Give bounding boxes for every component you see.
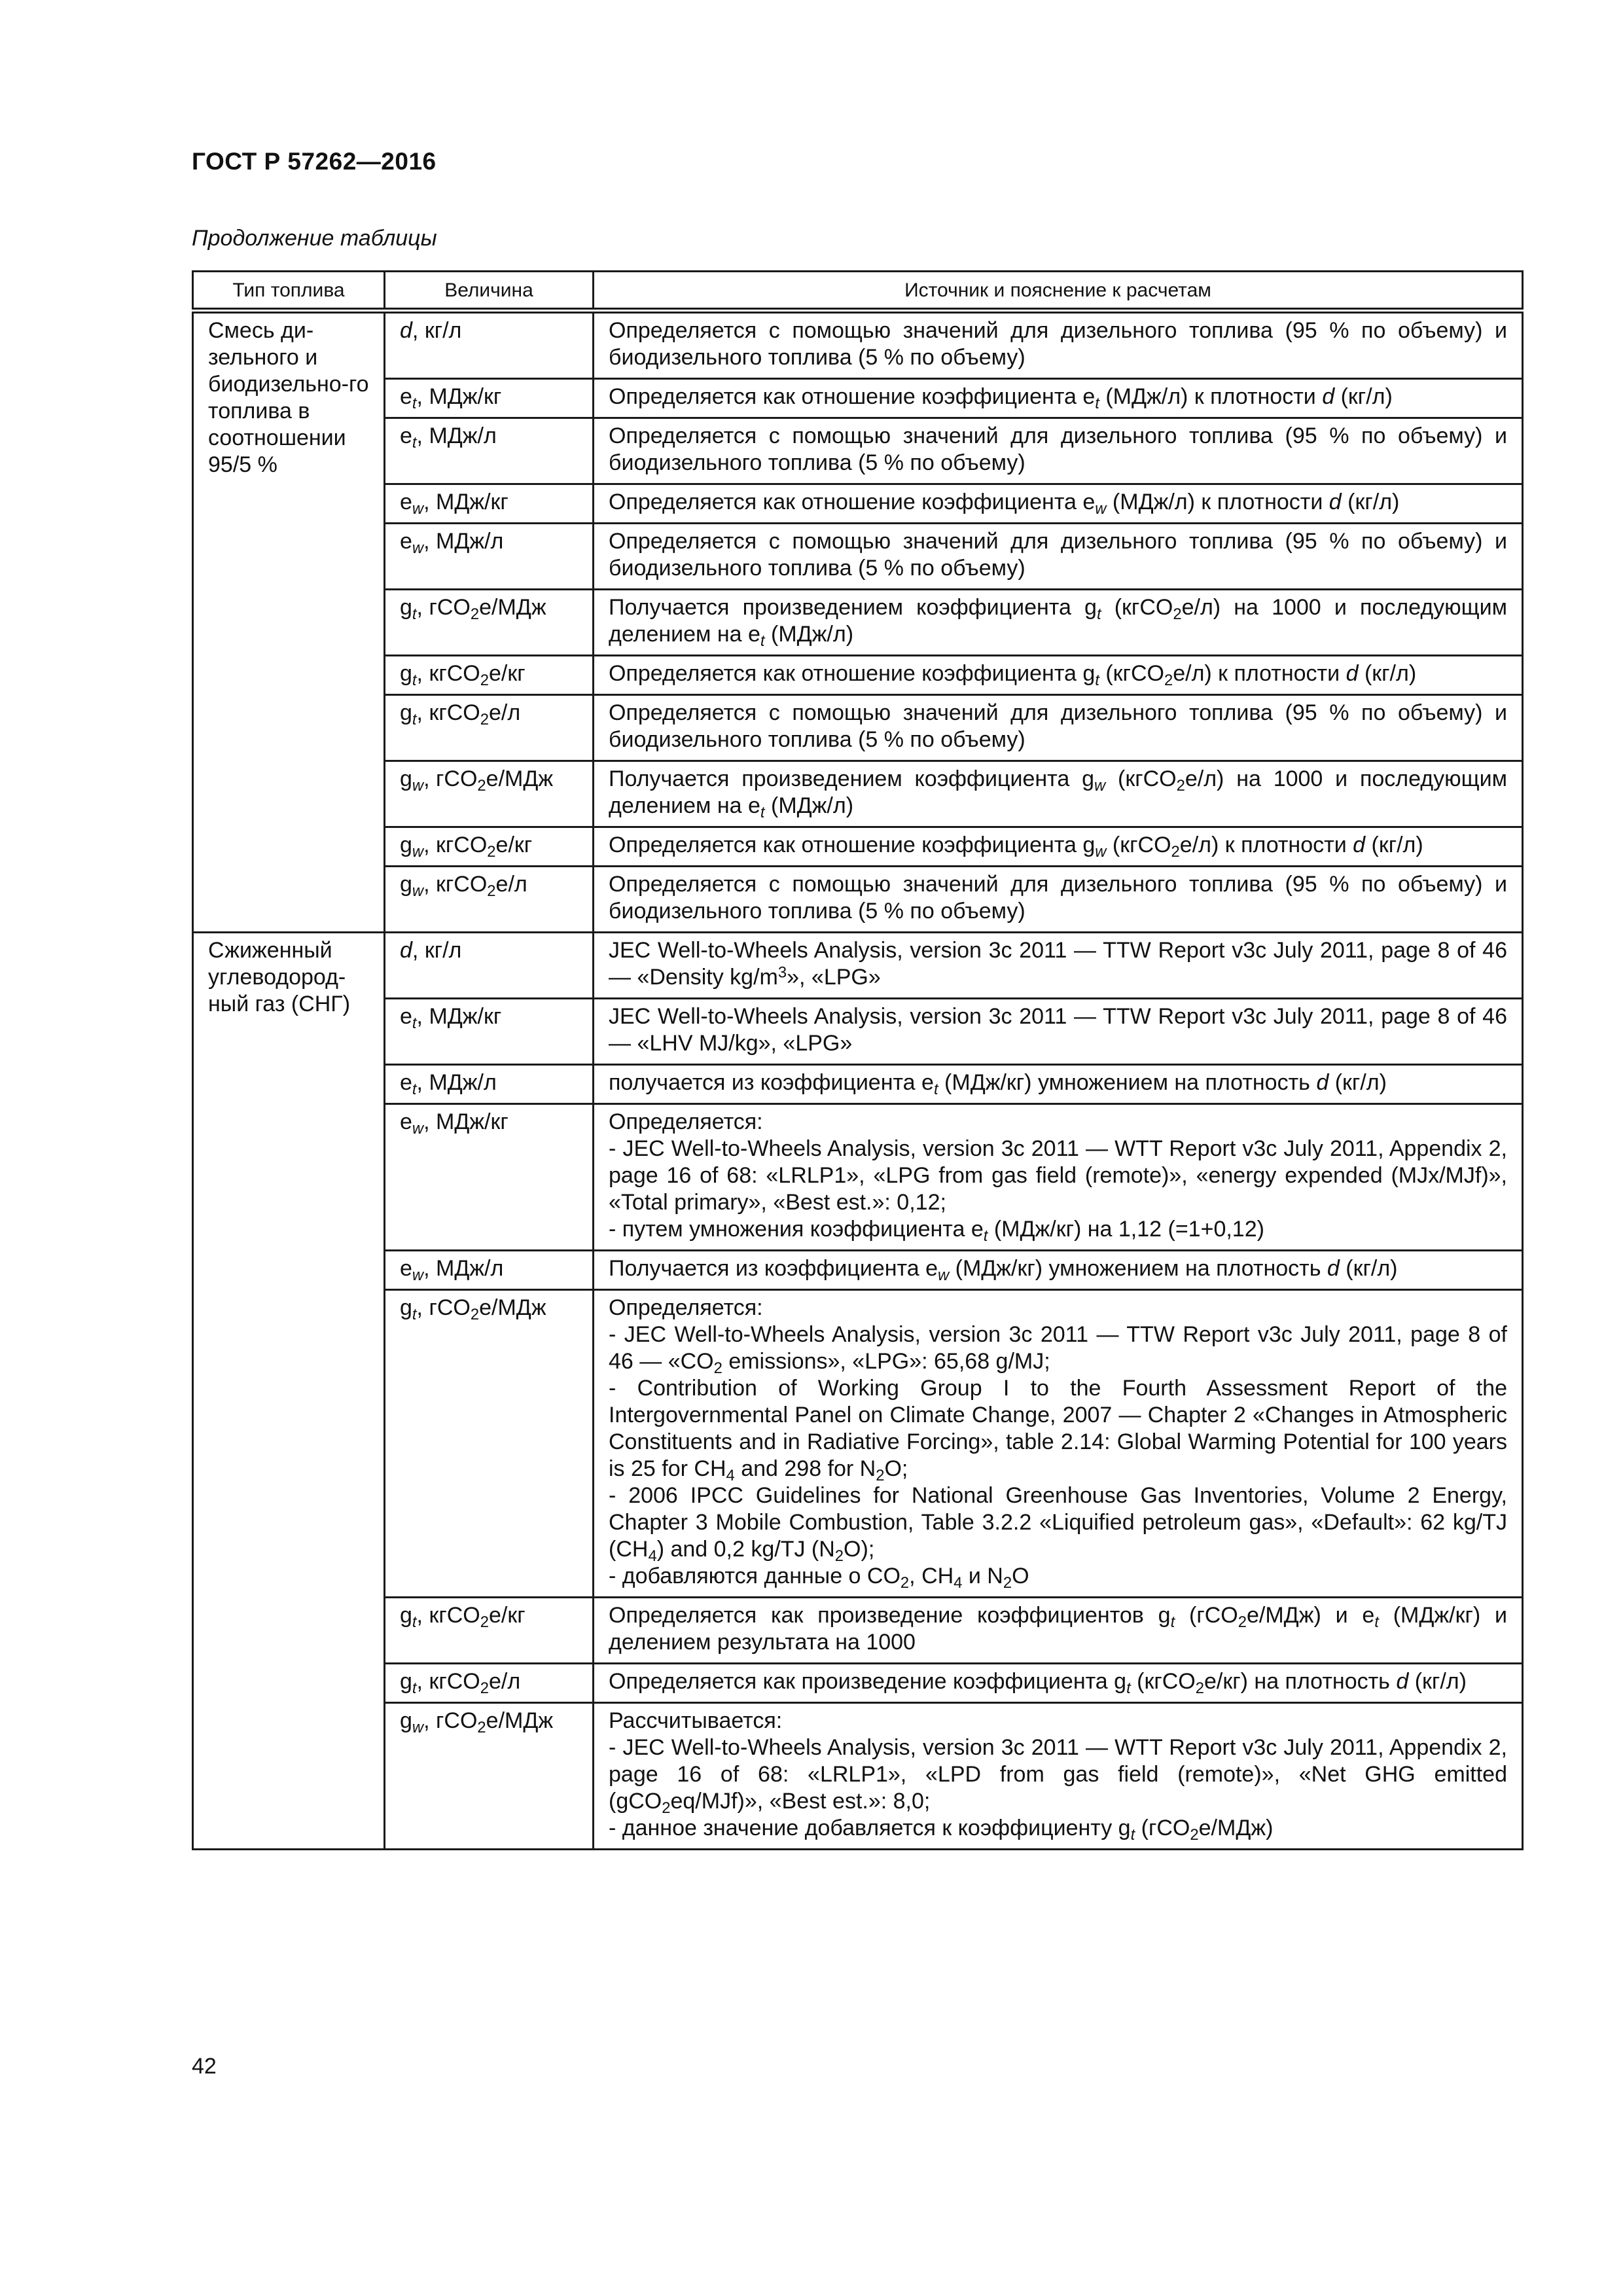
source-cell: Определяется как отношение коэффициента $g_w$ (кгCO$_2$е/л) к плотности d (кг/л)	[594, 827, 1523, 867]
quantity-cell: $g_w$, гCO$_2$е/МДж	[385, 761, 594, 827]
page-number: 42	[192, 2054, 217, 2079]
quantity-cell: $g_t$, гCO$_2$е/МДж	[385, 1290, 594, 1598]
source-cell: JEC Well-to-Wheels Analysis, version 3c 2011 — TTW Report v3c July 2011, page 8 of 46 — «Density $kg/m^3$», «LPG»	[594, 933, 1523, 999]
table-row	[193, 590, 1523, 656]
table-row	[193, 1598, 1523, 1664]
table-row	[193, 418, 1523, 484]
emission-factors-table	[192, 270, 1524, 1850]
source-cell: Получается из коэффициента $e_w$ (МДж/кг) умножением на плотность d (кг/л)	[594, 1251, 1523, 1290]
table-row	[193, 1104, 1523, 1251]
source-cell: Определяется с помощью значений для дизельного топлива (95 % по объему) и биодизельного топлива (5 % по объему)	[594, 867, 1523, 933]
quantity-cell: $g_t$, кгCO$_2$е/л	[385, 695, 594, 761]
fuel-type-diesel-biodiesel: Смесь ди-зельного и биодизельно-го топлива в соотношении 95/5 %	[193, 311, 385, 933]
source-cell: Определяется как произведение коэффициентов $g_t$ (гCO$_2$е/МДж) и $e_t$ (МДж/кг) и делением результата на 1000	[594, 1598, 1523, 1664]
source-cell: Определяется как отношение коэффициента $e_w$ (МДж/л) к плотности d (кг/л)	[594, 484, 1523, 524]
table-row	[193, 656, 1523, 695]
table-header-row	[193, 272, 1523, 311]
quantity-cell: $g_w$, кгCO$_2$е/кг	[385, 827, 594, 867]
document-header: ГОСТ Р 57262—2016	[192, 148, 437, 175]
table-row	[193, 1290, 1523, 1598]
table-row	[193, 1065, 1523, 1104]
quantity-cell: $g_t$, кгCO$_2$е/кг	[385, 1598, 594, 1664]
col-header-fuel-type: Тип топлива	[193, 272, 385, 311]
table-row	[193, 379, 1523, 418]
quantity-cell: $e_w$, МДж/л	[385, 1251, 594, 1290]
col-header-source: Источник и пояснение к расчетам	[594, 272, 1523, 311]
source-cell: Определяется как произведение коэффициента $g_t$ (кгCO$_2$е/кг) на плотность d (кг/л)	[594, 1664, 1523, 1703]
source-cell: Получается произведением коэффициента $g_w$ (кгCO$_2$е/л) на 1000 и последующим делением на $e_t$ (МДж/л)	[594, 761, 1523, 827]
col-header-quantity: Величина	[385, 272, 594, 311]
quantity-cell: $g_t$, кгCO$_2$е/кг	[385, 656, 594, 695]
table-row	[193, 999, 1523, 1065]
source-cell: Определяется: - JEC Well-to-Wheels Analysis, version 3c 2011 — WTT Report v3c July 2011, Appendix 2, page 16 of 68: «LRLP1», «LPG from gas field (remote)», «energy expended (MJx/MJf)», «Total primary», «Best est.»: 0,12; - путем умножения коэффициента $e_t$ (МДж/кг) на 1,12 (=1+0,12)	[594, 1104, 1523, 1251]
quantity-cell: $e_t$, МДж/кг	[385, 379, 594, 418]
source-cell: Определяется: - JEC Well-to-Wheels Analysis, version 3c 2011 — TTW Report v3c July 2011, page 8 of 46 — «$CO_2$ emissions», «LPG»: 65,68 g/MJ; - Contribution of Working Group I to the Fourth Assessment Report of the Intergovernmental Panel on Climate Change, 2007 — Chapter 2 «Changes in Atmospheric Constituents and in Radiative Forcing», table 2.14: Global Warming Potential for 100 years is 25 for $CH_4$ and 298 for $N_2O$; - 2006 IPCC Guidelines for National Greenhouse Gas Inventories, Volume 2 Energy, Chapter 3 Mobile Combustion, Table 3.2.2 «Liquified petroleum gas», «Default»: 62 kg/TJ $(CH_4)$ and 0,2 kg/TJ $(N_2O)$; - добавляются данные о $CO_2$, $CH_4$ и $N_2O$	[594, 1290, 1523, 1598]
source-cell: Рассчитывается: - JEC Well-to-Wheels Analysis, version 3c 2011 — WTT Report v3c July 2011, Appendix 2, page 16 of 68: «LRLP1», «LPD from gas field (remote)», «Net GHG emitted (gCO$_2$eq/MJf)», «Best est.»: 8,0; - данное значение добавляется к коэффициенту $g_t$ (гCO$_2$е/МДж)	[594, 1703, 1523, 1850]
quantity-cell: $e_w$, МДж/кг	[385, 484, 594, 524]
source-cell: получается из коэффициента $e_t$ (МДж/кг) умножением на плотность d (кг/л)	[594, 1065, 1523, 1104]
source-cell: Определяется с помощью значений для дизельного топлива (95 % по объему) и биодизельного топлива (5 % по объему)	[594, 695, 1523, 761]
table-row	[193, 1664, 1523, 1703]
table-row	[193, 1703, 1523, 1850]
source-cell: Определяется как отношение коэффициента $e_t$ (МДж/л) к плотности d (кг/л)	[594, 379, 1523, 418]
source-cell: Определяется как отношение коэффициента $g_t$ (кгCO$_2$е/л) к плотности d (кг/л)	[594, 656, 1523, 695]
table-row	[193, 311, 1523, 379]
quantity-cell: $g_w$, гCO$_2$е/МДж	[385, 1703, 594, 1850]
source-cell: Определяется с помощью значений для дизельного топлива (95 % по объему) и биодизельного топлива (5 % по объему)	[594, 418, 1523, 484]
quantity-cell: $g_t$, кгCO$_2$е/л	[385, 1664, 594, 1703]
quantity-cell: $e_t$, МДж/л	[385, 418, 594, 484]
table-row	[193, 695, 1523, 761]
source-cell: Получается произведением коэффициента $g_t$ (кгCO$_2$е/л) на 1000 и последующим делением на $e_t$ (МДж/л)	[594, 590, 1523, 656]
table-row	[193, 933, 1523, 999]
source-cell: JEC Well-to-Wheels Analysis, version 3c 2011 — TTW Report v3c July 2011, page 8 of 46 — «LHV MJ/kg», «LPG»	[594, 999, 1523, 1065]
quantity-cell: $e_t$, МДж/л	[385, 1065, 594, 1104]
table-caption: Продолжение таблицы	[192, 226, 437, 251]
quantity-cell: $g_w$, кгCO$_2$е/л	[385, 867, 594, 933]
quantity-cell: $g_t$, гCO$_2$е/МДж	[385, 590, 594, 656]
table-row	[193, 484, 1523, 524]
table-row	[193, 524, 1523, 590]
table-row	[193, 827, 1523, 867]
quantity-cell: d, кг/л	[385, 933, 594, 999]
source-cell: Определяется с помощью значений для дизельного топлива (95 % по объему) и биодизельного топлива (5 % по объему)	[594, 311, 1523, 379]
table-row	[193, 1251, 1523, 1290]
quantity-cell: d, кг/л	[385, 311, 594, 379]
source-cell: Определяется с помощью значений для дизельного топлива (95 % по объему) и биодизельного топлива (5 % по объему)	[594, 524, 1523, 590]
table-row	[193, 867, 1523, 933]
table-row	[193, 761, 1523, 827]
fuel-type-lpg: Сжиженный углеводород-ный газ (СНГ)	[193, 933, 385, 1850]
quantity-cell: $e_t$, МДж/кг	[385, 999, 594, 1065]
quantity-cell: $e_w$, МДж/кг	[385, 1104, 594, 1251]
quantity-cell: $e_w$, МДж/л	[385, 524, 594, 590]
